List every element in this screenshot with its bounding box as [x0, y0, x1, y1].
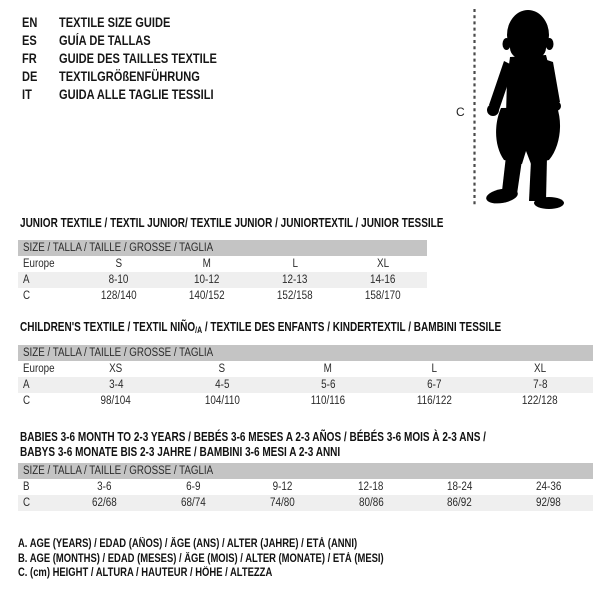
table-row	[18, 256, 427, 272]
lang-title-fr: GUIDE DES TAILLES TEXTILE	[59, 50, 217, 66]
cell: 7-8	[532, 379, 548, 391]
row-label: A	[23, 379, 30, 391]
lang-title-it: GUIDA ALLE TAGLIE TESSILI	[59, 87, 214, 103]
cell: 14-16	[370, 274, 396, 286]
row-label: B	[23, 481, 30, 493]
children-title: CHILDREN'S TEXTILE / TEXTIL NIÑO/A / TEXTILE DES ENFANTS / KINDERTEXTIL / BAMBINI TESSILE	[20, 319, 502, 335]
children-table	[18, 345, 593, 409]
table-row	[18, 479, 593, 495]
cell: 122/128	[522, 395, 558, 407]
lang-row-es	[22, 31, 252, 49]
junior-table	[18, 240, 427, 304]
cell: 62/68	[92, 497, 117, 509]
cell: 158/170	[365, 290, 401, 302]
height-measure-label: C	[456, 105, 465, 119]
lang-title-en: TEXTILE SIZE GUIDE	[59, 14, 171, 30]
cell: XL	[533, 363, 547, 375]
table-row	[18, 288, 427, 304]
row-label: Europe	[23, 258, 55, 270]
cell: M	[202, 258, 212, 270]
lang-code-en: EN	[22, 14, 38, 30]
cell: 68/74	[180, 497, 206, 509]
table-row	[18, 272, 427, 288]
cell: 12-18	[358, 481, 384, 493]
row-label: C	[23, 395, 31, 407]
children-size-header: SIZE / TALLA / TAILLE / GRÖSSE / TAGLIA	[18, 345, 593, 361]
cell: 152/158	[277, 290, 313, 302]
row-label: C	[23, 290, 31, 302]
cell: 140/152	[189, 290, 225, 302]
cell: S	[115, 258, 123, 270]
cell: 8-10	[109, 274, 129, 286]
lang-row-en	[22, 13, 252, 31]
footnote-a: A. AGE (YEARS) / EDAD (AÑOS) / ÂGE (ANS) / ALTER (JAHRE) / ETÀ (ANNI)	[18, 538, 358, 550]
cell: 5-6	[320, 379, 336, 391]
lang-row-fr	[22, 49, 252, 67]
cell: 110/116	[310, 395, 346, 407]
lang-row-it	[22, 86, 252, 104]
babies-table	[18, 463, 593, 511]
lang-title-es: GUÍA DE TALLAS	[59, 32, 151, 48]
table-row	[18, 377, 593, 393]
row-label: C	[23, 497, 31, 509]
baby-silhouette-image	[468, 2, 583, 212]
cell: 4-5	[214, 379, 230, 391]
lang-code-fr: FR	[22, 50, 37, 66]
cell: 18-24	[447, 481, 473, 493]
cell: 24-36	[535, 481, 562, 493]
language-title-list	[22, 13, 252, 104]
table-row	[18, 361, 593, 377]
cell: 98/104	[100, 395, 132, 407]
cell: 104/110	[204, 395, 240, 407]
cell: 128/140	[101, 290, 137, 302]
baby-silhouette-shape	[485, 10, 564, 209]
cell: 6-7	[426, 379, 442, 391]
table-row	[18, 495, 593, 511]
table-row	[18, 393, 593, 409]
lang-code-it: IT	[22, 87, 32, 103]
babies-size-header: SIZE / TALLA / TAILLE / GRÖSSE / TAGLIA	[18, 463, 593, 479]
cell: 12-13	[282, 274, 308, 286]
lang-code-de: DE	[22, 69, 38, 85]
row-label: A	[23, 274, 30, 286]
cell: 6-9	[186, 481, 201, 493]
cell: XL	[376, 258, 390, 270]
babies-title-line2: BABYS 3-6 MONATE BIS 2-3 JAHRE / BAMBINI 3-6 MESI A 2-3 ANNI	[20, 444, 341, 459]
cell: 116/122	[416, 395, 452, 407]
cell: L	[431, 363, 437, 375]
cell: S	[218, 363, 226, 375]
cell: M	[323, 363, 333, 375]
lang-code-es: ES	[22, 32, 37, 48]
cell: 10-12	[194, 274, 220, 286]
footnotes	[18, 537, 464, 581]
cell: 86/92	[447, 497, 473, 509]
junior-title: JUNIOR TEXTILE / TEXTIL JUNIOR/ TEXTILE JUNIOR / JUNIORTEXTIL / JUNIOR TESSILE	[20, 215, 444, 230]
cell: 80/86	[358, 497, 384, 509]
children-title-subscript: /A	[195, 325, 203, 335]
cell: L	[292, 258, 298, 270]
footnote-c: C. (cm) HEIGHT / ALTURA / HAUTEUR / HÖHE / ALTEZZA	[18, 567, 273, 580]
cell: 74/80	[269, 497, 295, 509]
cell: 3-6	[97, 481, 112, 493]
lang-title-de: TEXTILGRÖßENFÜHRUNG	[59, 69, 200, 85]
cell: XS	[109, 363, 123, 375]
babies-title-line1: BABIES 3-6 MONTH TO 2-3 YEARS / BEBÉS 3-6 MESES A 2-3 AÑOS / BÉBÉS 3-6 MOIS À 2-3 ANS /	[20, 429, 486, 444]
junior-size-header: SIZE / TALLA / TAILLE / GRÖSSE / TAGLIA	[18, 240, 427, 256]
footnote-b: B. AGE (MONTHS) / EDAD (MESES) / ÂGE (MOIS) / ALTER (MONATE) / ETÀ (MESI)	[18, 552, 384, 565]
cell: 9-12	[272, 481, 292, 493]
row-label: Europe	[23, 363, 55, 375]
lang-row-de	[22, 68, 252, 86]
cell: 92/98	[536, 497, 561, 509]
cell: 3-4	[108, 379, 124, 391]
